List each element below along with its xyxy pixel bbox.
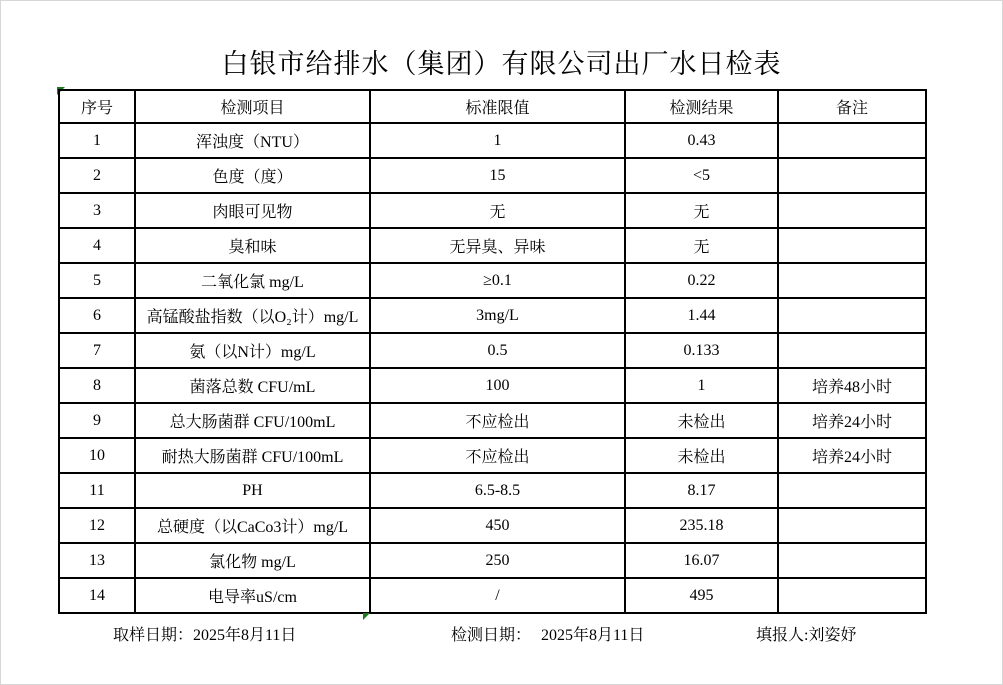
cell-result: 1 [625, 368, 778, 403]
cell-limit: 1 [370, 123, 625, 158]
table-row [59, 158, 926, 193]
page-title: 白银市给排水（集团）有限公司出厂水日检表 [221, 49, 782, 79]
cell-result: 8.17 [625, 473, 778, 508]
header-limit: 标准限值 [370, 90, 625, 123]
cell-note [778, 473, 926, 508]
cell-no: 11 [59, 473, 135, 508]
table-row [59, 578, 926, 613]
table-row [59, 508, 926, 543]
cell-item: 肉眼可见物 [135, 193, 370, 228]
cell-note [778, 333, 926, 368]
cell-result: 1.44 [625, 298, 778, 333]
cell-result: <5 [625, 158, 778, 193]
table-row [59, 263, 926, 298]
testing-date [451, 622, 644, 645]
cell-no: 10 [59, 438, 135, 473]
cell-limit: 100 [370, 368, 625, 403]
cell-no: 2 [59, 158, 135, 193]
cell-item: 二氧化氯 mg/L [135, 263, 370, 298]
cell-item: 色度（度） [135, 158, 370, 193]
cell-note: 培养24小时 [778, 403, 926, 438]
cell-no: 9 [59, 403, 135, 438]
sampling-date [113, 622, 296, 645]
header-note: 备注 [778, 90, 926, 123]
cell-limit: 3mg/L [370, 298, 625, 333]
table-row [59, 228, 926, 263]
cell-item: 氯化物 mg/L [135, 543, 370, 578]
cell-result: 无 [625, 228, 778, 263]
table-row [59, 193, 926, 228]
cell-limit: 无 [370, 193, 625, 228]
cell-no: 4 [59, 228, 135, 263]
cell-limit: 不应检出 [370, 438, 625, 473]
cell-limit: / [370, 578, 625, 613]
cell-no: 3 [59, 193, 135, 228]
table-row [59, 333, 926, 368]
cell-note [778, 158, 926, 193]
table-header [59, 90, 926, 123]
table-row [59, 543, 926, 578]
cell-limit: 250 [370, 543, 625, 578]
cell-no: 6 [59, 298, 135, 333]
cell-note [778, 263, 926, 298]
cell-result: 0.22 [625, 263, 778, 298]
cell-result: 0.43 [625, 123, 778, 158]
reporter [756, 622, 856, 645]
cell-limit: 6.5-8.5 [370, 473, 625, 508]
cell-no: 7 [59, 333, 135, 368]
cell-note [778, 508, 926, 543]
daily-check-table [58, 89, 927, 614]
cell-note [778, 578, 926, 613]
cell-result: 未检出 [625, 403, 778, 438]
cell-item: PH [135, 473, 370, 508]
cell-limit: ≥0.1 [370, 263, 625, 298]
cell-limit: 450 [370, 508, 625, 543]
table-row [59, 473, 926, 508]
header-row [59, 90, 926, 123]
cell-item: 高锰酸盐指数（以O₂计）mg/L [135, 298, 370, 333]
cell-item: 菌落总数 CFU/mL [135, 368, 370, 403]
cell-item: 电导率uS/cm [135, 578, 370, 613]
table-row [59, 298, 926, 333]
cell-error-indicator-bottom-icon [363, 613, 370, 620]
table-row [59, 438, 926, 473]
cell-limit: 0.5 [370, 333, 625, 368]
cell-result: 16.07 [625, 543, 778, 578]
table-row [59, 403, 926, 438]
cell-note: 培养24小时 [778, 438, 926, 473]
cell-limit: 15 [370, 158, 625, 193]
cell-item: 臭和味 [135, 228, 370, 263]
sampling-date-label: 取样日期： [113, 627, 194, 644]
cell-result: 未检出 [625, 438, 778, 473]
cell-item: 氨（以N计）mg/L [135, 333, 370, 368]
table-row [59, 368, 926, 403]
cell-limit: 无异臭、异味 [370, 228, 625, 263]
cell-note [778, 298, 926, 333]
cell-result: 495 [625, 578, 778, 613]
testing-date-value: 2025年8月11日 [541, 627, 645, 644]
cell-note [778, 123, 926, 158]
cell-no: 8 [59, 368, 135, 403]
table-row [59, 123, 926, 158]
cell-result: 235.18 [625, 508, 778, 543]
cell-item: 浑浊度（NTU） [135, 123, 370, 158]
cell-limit: 不应检出 [370, 403, 625, 438]
cell-note [778, 228, 926, 263]
cell-note [778, 193, 926, 228]
testing-date-label: 检测日期： [451, 627, 532, 644]
cell-item: 耐热大肠菌群 CFU/100mL [135, 438, 370, 473]
cell-note: 培养48小时 [778, 368, 926, 403]
cell-result: 无 [625, 193, 778, 228]
cell-item: 总硬度（以CaCo3计）mg/L [135, 508, 370, 543]
header-item: 检测项目 [135, 90, 370, 123]
reporter-name: 刘姿妤 [808, 627, 857, 644]
cell-no: 1 [59, 123, 135, 158]
cell-result: 0.133 [625, 333, 778, 368]
table-body [59, 123, 926, 613]
cell-item: 总大肠菌群 CFU/100mL [135, 403, 370, 438]
reporter-label: 填报人: [756, 627, 809, 644]
cell-no: 14 [59, 578, 135, 613]
cell-note [778, 543, 926, 578]
cell-no: 5 [59, 263, 135, 298]
cell-no: 13 [59, 543, 135, 578]
header-no: 序号 [59, 90, 135, 123]
cell-no: 12 [59, 508, 135, 543]
header-result: 检测结果 [625, 90, 778, 123]
sampling-date-value: 2025年8月11日 [193, 627, 297, 644]
